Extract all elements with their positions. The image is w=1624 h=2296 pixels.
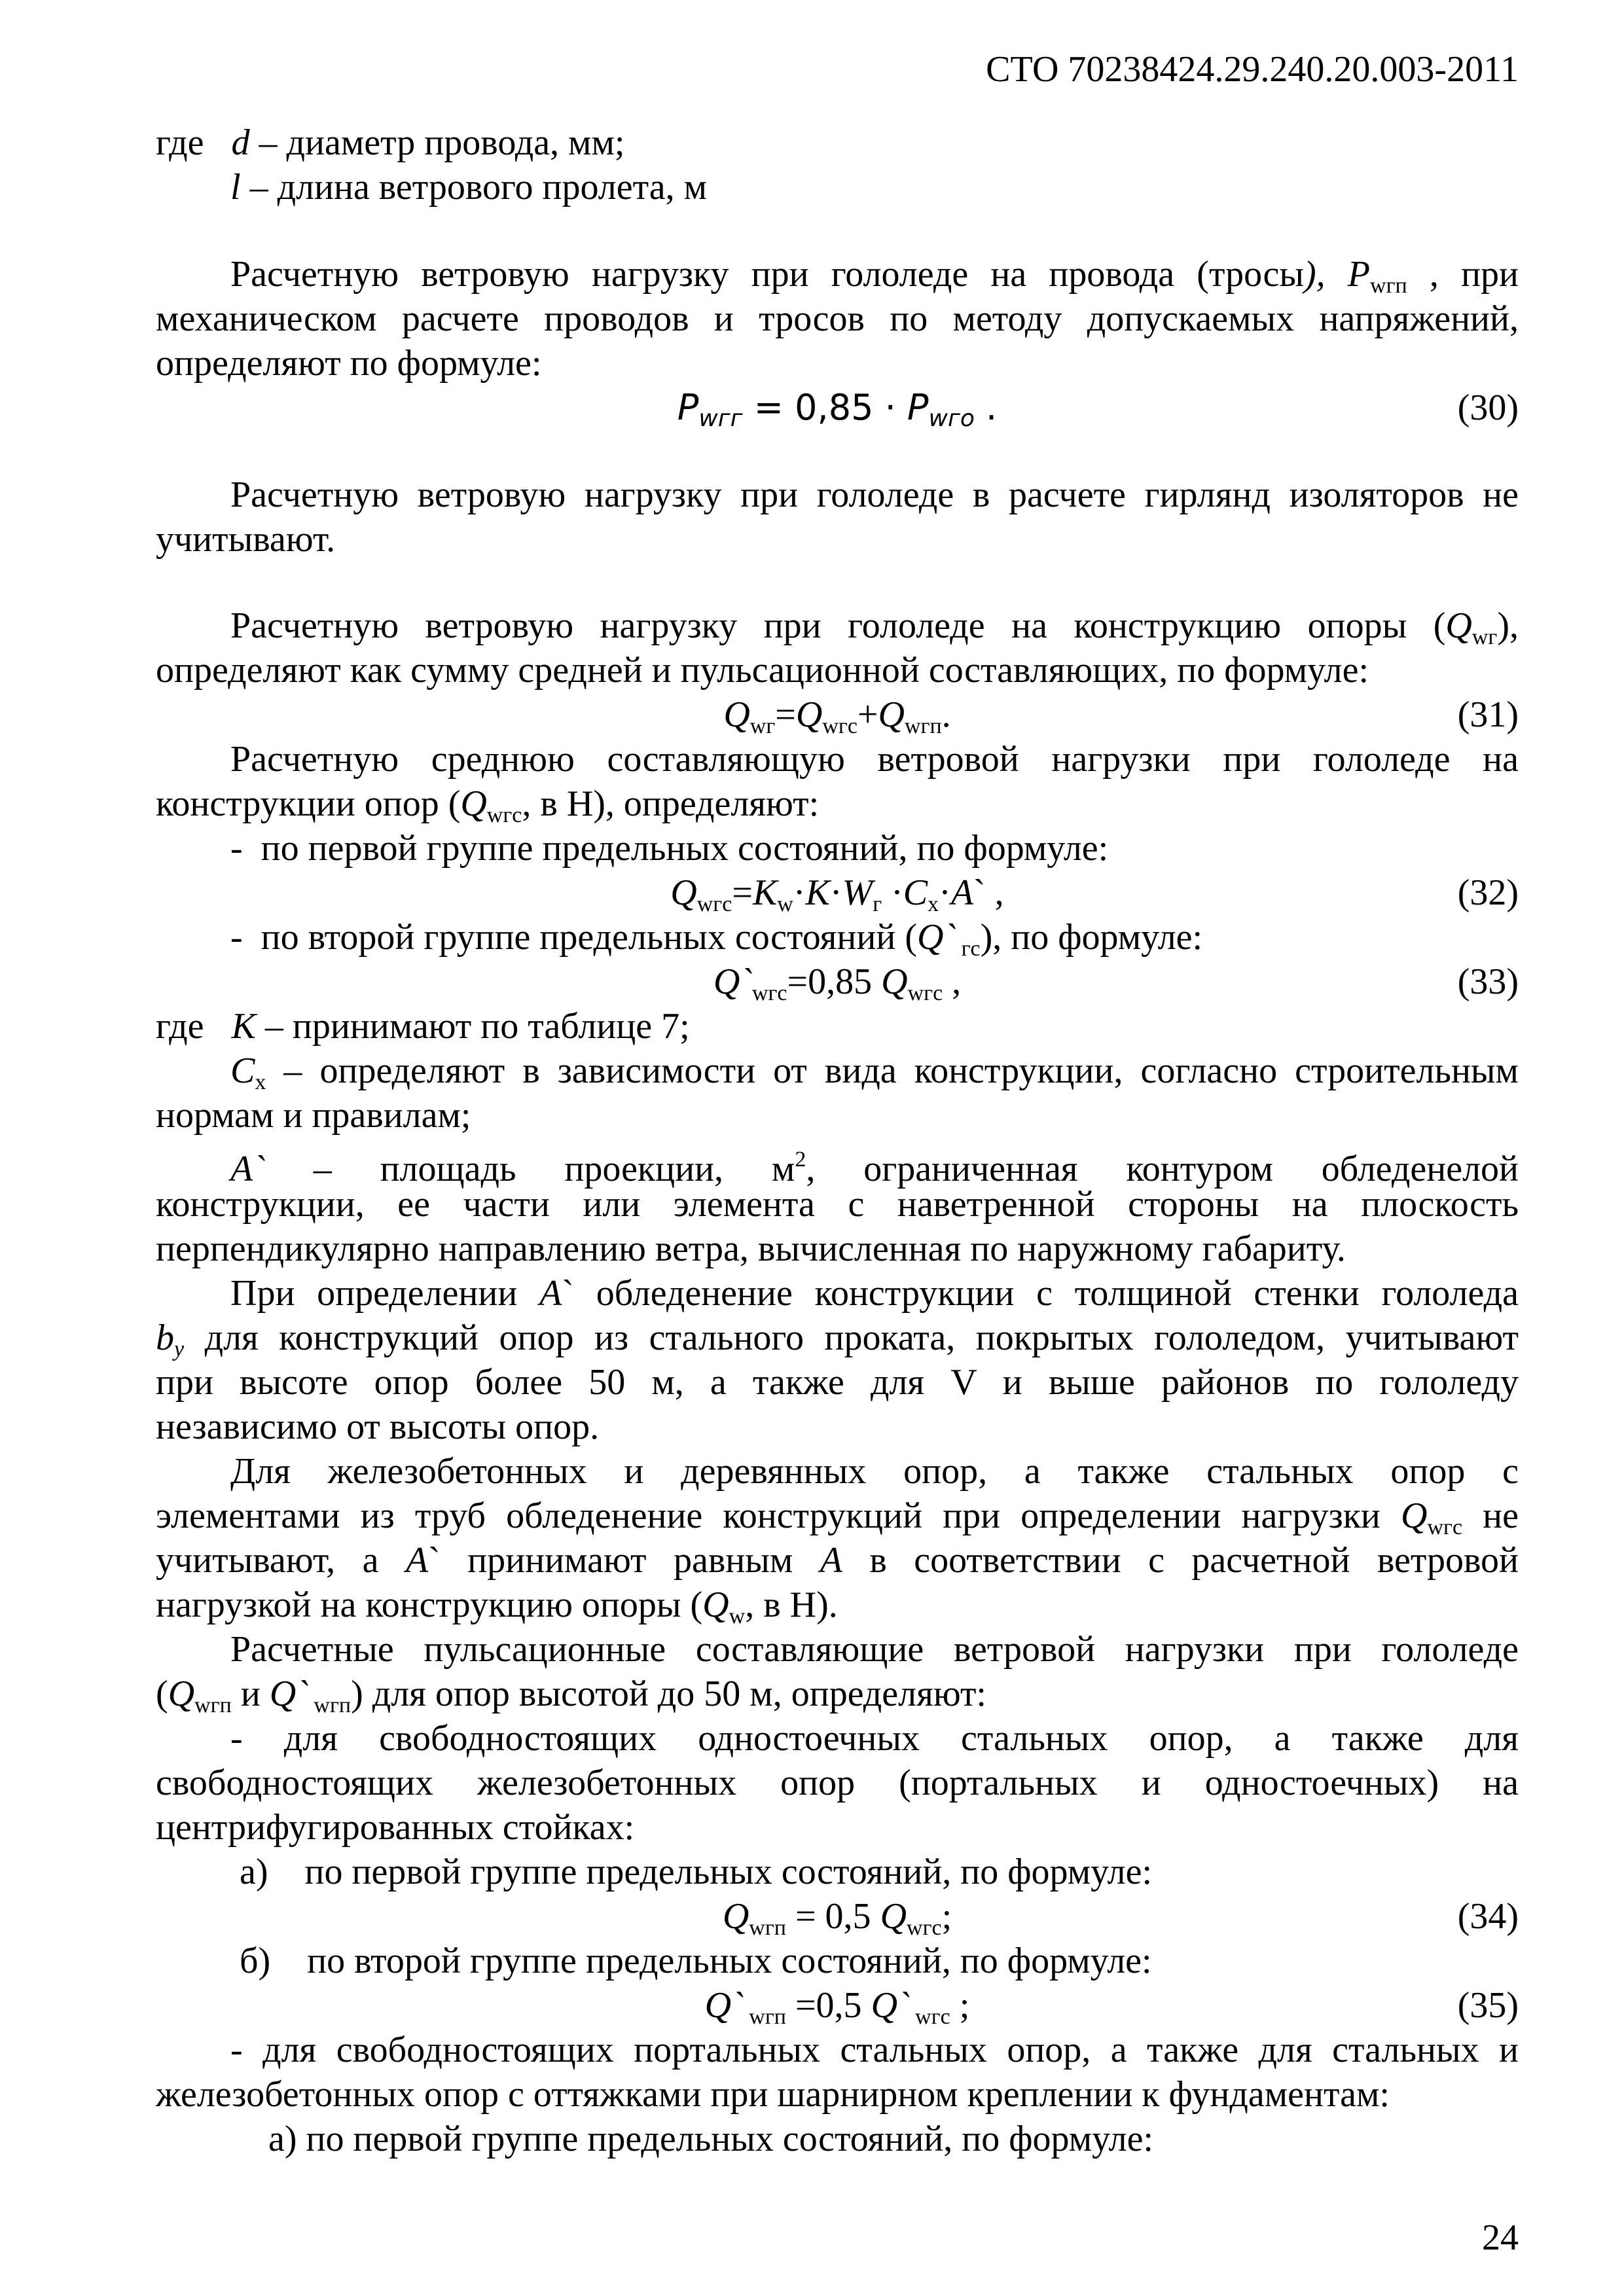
- paragraph-5-line-1: [230, 1271, 1519, 1316]
- symbol-K: K: [231, 1006, 256, 1047]
- symbol-Q: Q: [878, 694, 905, 735]
- subscript: wгп: [749, 1916, 786, 1940]
- symbol-A: A: [539, 1273, 562, 1314]
- symbol-Q: Q: [723, 694, 750, 735]
- subscript: wгп: [194, 1693, 232, 1717]
- symbol-Q: Q: [722, 1896, 749, 1937]
- text: , при: [1407, 254, 1519, 295]
- text: +: [857, 694, 878, 735]
- symbol-Q: Q: [460, 783, 487, 824]
- text: в соответствии с расчетной ветровой: [842, 1540, 1519, 1581]
- document-code-header: СТО 70238424.29.240.20.003-2011: [986, 49, 1519, 90]
- text: ,: [943, 961, 962, 1002]
- symbol-Q: Q: [269, 1674, 297, 1714]
- text: `: [897, 1985, 910, 2026]
- text: ;: [941, 1896, 952, 1937]
- equation-number-30: (30): [1457, 387, 1519, 428]
- subscript: у: [174, 1337, 185, 1361]
- symbol-Q: Q: [917, 917, 944, 958]
- subscript: wго: [928, 405, 975, 432]
- subscript: wг: [1471, 625, 1498, 649]
- sub-item-a-first-group-2: а) по первой группе предельных состояний, по формуле:: [268, 2119, 1154, 2159]
- text: ·: [939, 872, 951, 913]
- text: ;: [950, 1985, 970, 2026]
- paragraph-1-line-2: механическом расчете проводов и тросов по методу допускаемых напряжений,: [156, 298, 1519, 339]
- symbol-Q: Q: [713, 961, 740, 1002]
- text: ·: [829, 872, 842, 913]
- symbol-Q: Q: [168, 1674, 195, 1714]
- symbol-Q: Q: [1445, 605, 1472, 646]
- paragraph-6-line-3: [156, 1538, 1519, 1583]
- symbol-K: K: [752, 872, 778, 913]
- symbol-P: P: [677, 387, 699, 428]
- text: элементами из труб обледенение конструкций при определении нагрузки: [156, 1496, 1401, 1536]
- subscript: w: [729, 1604, 746, 1628]
- symbol-b: b: [156, 1318, 174, 1358]
- text: ` принимают равным: [428, 1540, 820, 1581]
- subscript: x: [928, 892, 939, 916]
- definition-l: [230, 165, 1474, 209]
- subscript: г: [873, 892, 882, 916]
- text: `: [943, 917, 956, 958]
- text: = 0,5: [785, 1896, 880, 1937]
- symbol-Q: Q: [795, 694, 823, 735]
- equation-number-31: (31): [1457, 694, 1519, 735]
- equation-number-35: (35): [1457, 1985, 1519, 2026]
- text: ·: [793, 872, 806, 913]
- symbol-Q: Q: [881, 961, 908, 1002]
- paragraph-1-line-3: определяют по формуле:: [156, 343, 542, 384]
- subscript: x: [255, 1070, 266, 1094]
- text: для конструкций опор из стального проката, покрытых гололедом, учитывают: [184, 1318, 1519, 1358]
- definition-A-line-3: перпендикулярно направлению ветра, вычисленная по наружному габариту.: [156, 1229, 1346, 1269]
- paragraph-7-line-3: - для свободностоящих одностоечных стальных опор, а также для: [230, 1718, 1519, 1759]
- paragraph-2-line-1: Расчетную ветровую нагрузку при гололеде в расчете гирлянд изоляторов не: [230, 475, 1519, 515]
- equation-30: [156, 386, 1519, 441]
- subscript: wгс: [751, 981, 787, 1005]
- text: учитывают, а: [156, 1540, 406, 1581]
- paragraph-4-line-1: Расчетную среднюю составляющую ветровой нагрузки при гололеде на: [230, 739, 1519, 780]
- equation-number-33: (33): [1457, 961, 1519, 1002]
- subscript: wгс: [1427, 1515, 1463, 1539]
- equation-number-32: (32): [1457, 872, 1519, 913]
- definition-A-line-2: конструкции, ее части или элемента с наветренной стороны на плоскость: [156, 1184, 1519, 1225]
- paragraph-2-line-2: учитывают.: [156, 519, 336, 560]
- symbol-d: d: [231, 122, 250, 163]
- text: =: [732, 872, 753, 913]
- subscript: wгс: [909, 2005, 950, 2029]
- sub-item-b-second-group: [240, 1939, 1483, 1983]
- definition-l-text: – длина ветрового пролета, м: [240, 167, 708, 207]
- text: = 0,85 ·: [742, 387, 907, 428]
- paragraph-7-line-1: Расчетные пульсационные составляющие ветровой нагрузки при гололеде: [230, 1629, 1519, 1670]
- symbol-Q: Q: [704, 1985, 732, 2026]
- list-item-first-group: [230, 826, 1519, 870]
- subscript: wгс: [486, 803, 522, 827]
- text: - по второй группе предельных состояний (: [230, 917, 917, 958]
- symbol-A: A: [230, 1149, 253, 1189]
- text: (: [156, 1674, 168, 1714]
- text: ),: [1497, 605, 1519, 646]
- symbol-l: l: [230, 167, 241, 207]
- text: – принимают по таблице 7;: [255, 1006, 690, 1047]
- text: `: [740, 961, 752, 1002]
- subscript: wгс: [822, 714, 857, 738]
- paragraph-8-line-2: железобетонных опор с оттяжками при шарнирном креплении к фундаментам:: [156, 2074, 1390, 2115]
- text: ) для опор высотой до 50 м, определяют:: [351, 1674, 986, 1714]
- subscript: w: [777, 892, 793, 916]
- text: а) по первой группе предельных состояний, по формуле:: [240, 1852, 1153, 1892]
- paragraph-7-line-5: центрифугированных стойках:: [156, 1807, 635, 1848]
- definition-K: [156, 1004, 1519, 1049]
- paragraph-7-line-4: свободностоящих железобетонных опор (портальных и одностоечных) на: [156, 1763, 1519, 1803]
- symbol-A: A: [820, 1540, 842, 1581]
- symbol-K: K: [805, 872, 830, 913]
- symbol-C: C: [230, 1050, 255, 1091]
- text: `: [731, 1985, 744, 2026]
- text: `: [253, 1149, 265, 1189]
- text: – площадь проекции, м: [264, 1149, 795, 1189]
- text: =: [775, 694, 796, 735]
- text: .: [941, 694, 951, 735]
- text: , в Н).: [745, 1585, 838, 1625]
- text: ), по формуле:: [980, 917, 1203, 958]
- subscript: wгп: [904, 714, 942, 738]
- symbol-A: A: [405, 1540, 429, 1581]
- text: конструкции опор (: [156, 783, 461, 824]
- definition-d: [156, 120, 1519, 165]
- text: , в Н), определяют:: [522, 783, 820, 824]
- text: б) по второй группе предельных состояний, по формуле:: [240, 1941, 1152, 1981]
- symbol-Q: Q: [1401, 1496, 1428, 1536]
- symbol-C: C: [903, 872, 928, 913]
- text: не: [1462, 1496, 1519, 1536]
- definition-C-line-2: нормам и правилам;: [156, 1095, 471, 1136]
- text: `: [296, 1674, 308, 1714]
- subscript: wгп: [743, 2005, 786, 2029]
- equation-number-34: (34): [1457, 1896, 1519, 1937]
- text: – определяют в зависимости от вида конструкции, согласно строительным: [266, 1050, 1519, 1091]
- text: ` ,: [973, 872, 1004, 913]
- text: нагрузкой на конструкцию опоры (: [156, 1585, 703, 1625]
- paragraph-5-line-3: при высоте опор более 50 м, а также для V и выше районов по гололеду: [156, 1362, 1519, 1403]
- subscript: wгп: [1370, 274, 1407, 298]
- text: ·: [882, 872, 903, 913]
- subscript: wгс: [907, 981, 943, 1005]
- paragraph-8-line-1: - для свободностоящих портальных стальных опор, а также для стальных и: [230, 2030, 1519, 2070]
- subscript: wгс: [696, 892, 732, 916]
- paragraph-3-line-2: определяют как сумму средней и пульсационной составляющих, по формуле:: [156, 650, 1369, 691]
- text: .: [974, 387, 998, 428]
- where-label: где: [156, 122, 204, 163]
- subscript: wгс: [907, 1916, 942, 1940]
- text: ),: [1303, 254, 1348, 295]
- symbol-A: A: [950, 872, 974, 913]
- symbol-P: P: [1347, 254, 1371, 295]
- text: При определении: [230, 1273, 540, 1314]
- sub-item-a-first-group: [240, 1850, 1483, 1894]
- symbol-P: P: [907, 387, 929, 428]
- paragraph-5-line-4: независимо от высоты опор.: [156, 1407, 600, 1447]
- text: Расчетную ветровую нагрузку при гололеде на конструкцию опоры (: [230, 605, 1446, 646]
- symbol-Q: Q: [702, 1585, 729, 1625]
- subscript: гс: [956, 937, 981, 961]
- text: , ограниченная контуром обледенелой: [806, 1149, 1519, 1189]
- text: и: [231, 1674, 270, 1714]
- superscript: 2: [795, 1147, 806, 1172]
- symbol-Q: Q: [871, 1985, 898, 2026]
- symbol-Q: Q: [670, 872, 697, 913]
- subscript: wгп: [308, 1693, 352, 1717]
- text: - по первой группе предельных состояний, по формуле:: [230, 828, 1109, 869]
- paragraph-6-line-1: Для железобетонных и деревянных опор, а также стальных опор с: [230, 1451, 1519, 1492]
- text: =0,5: [785, 1985, 871, 2026]
- definition-d-text: – диаметр провода, мм;: [249, 122, 625, 163]
- text: ` обледенение конструкции с толщиной стенки гололеда: [562, 1273, 1519, 1314]
- where-label: где: [156, 1006, 204, 1047]
- symbol-W: W: [842, 872, 873, 913]
- subscript: wгг: [698, 405, 743, 432]
- subscript: wг: [749, 714, 776, 738]
- page-number: 24: [1482, 2217, 1519, 2258]
- text: Расчетную ветровую нагрузку при гололеде на провода (тросы: [230, 254, 1304, 295]
- text: =0,85: [787, 961, 882, 1002]
- symbol-Q: Q: [880, 1896, 907, 1937]
